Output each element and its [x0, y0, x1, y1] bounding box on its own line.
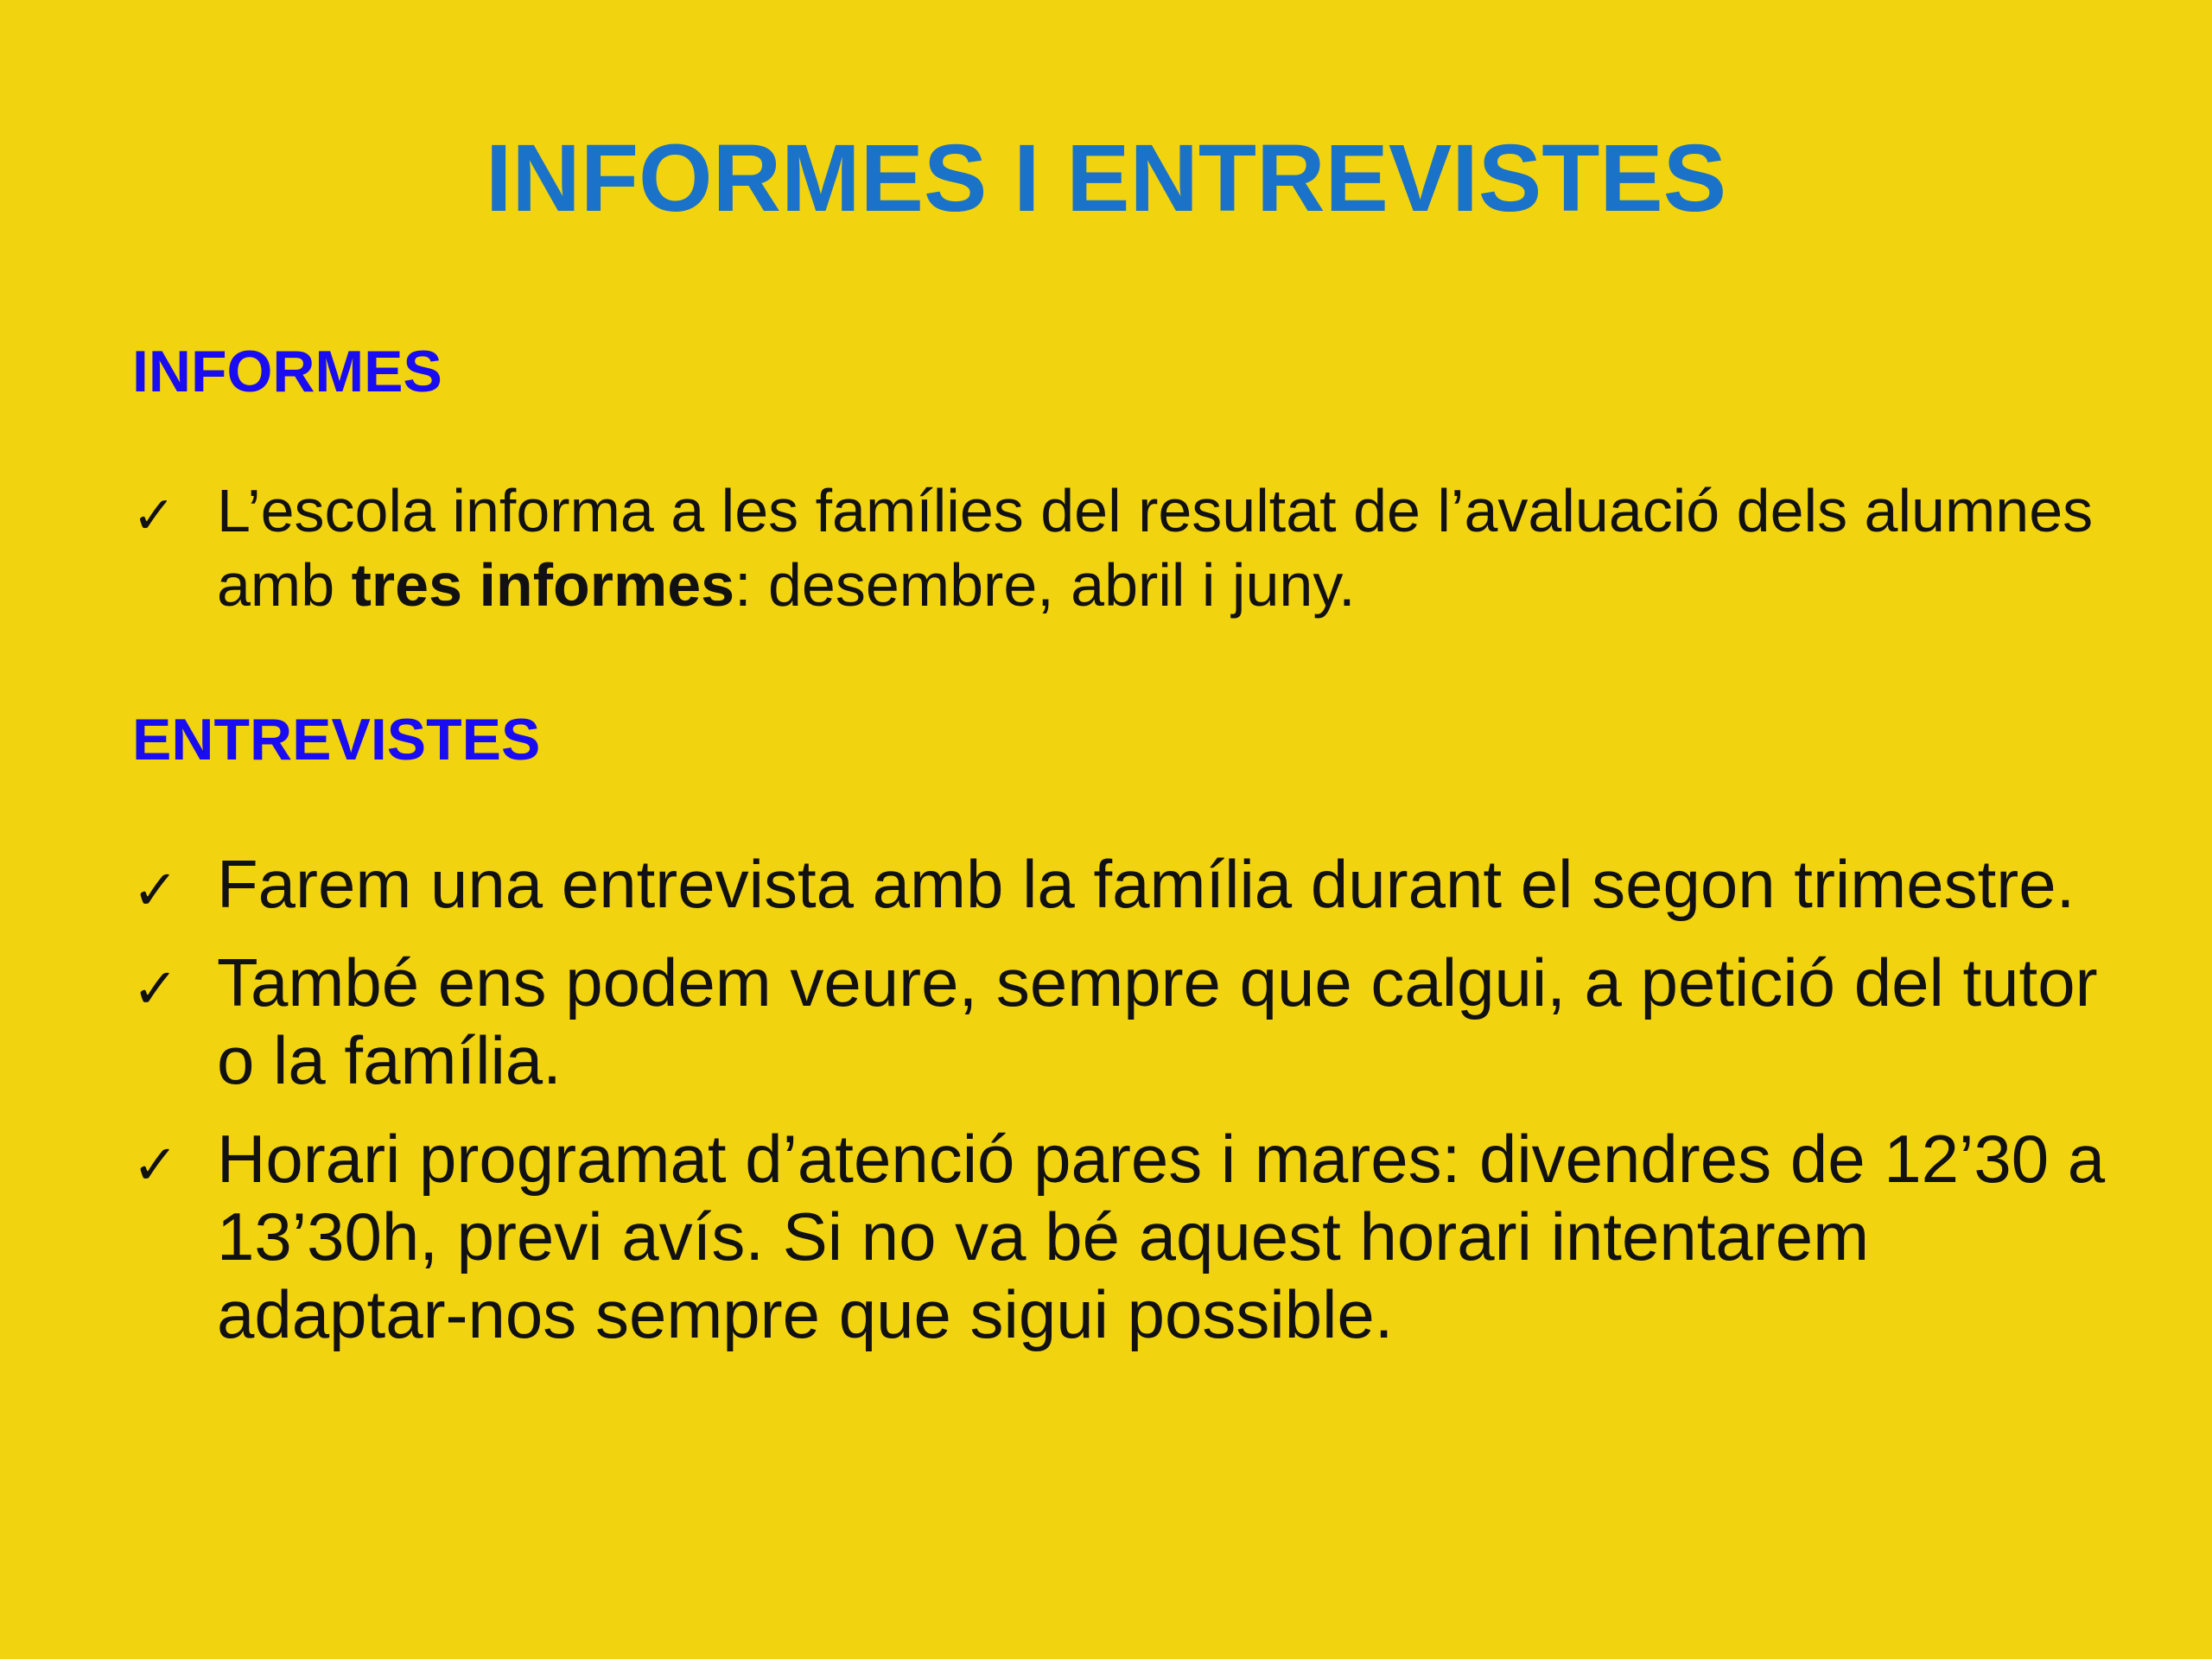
emphasis-text: tres informes: [351, 551, 735, 619]
check-icon: ✓: [132, 1134, 179, 1198]
check-icon: ✓: [132, 859, 179, 923]
list-item: [132, 1120, 2120, 1353]
entrevistes-list: [132, 845, 2120, 1374]
section-heading-informes: INFORMES: [132, 339, 442, 404]
list-item: [132, 845, 2120, 923]
section-heading-entrevistes: ENTREVISTES: [132, 707, 541, 772]
list-item-text: L’escola informa a les famílies del resultat de l’avaluació dels alumnes amb tres informes: desembre, abril i juny.: [217, 477, 2094, 619]
check-icon: ✓: [132, 957, 179, 1021]
list-item-text: També ens podem veure, sempre que calgui, a petició del tutor o la família.: [217, 944, 2098, 1098]
list-item-text: Farem una entrevista amb la família durant el segon trimestre.: [217, 846, 2075, 922]
list-item-text: Horari programat d’atenció pares i mares: divendres de 12’30 a 13’30h, previ avís. Si no va bé aquest horari intentarem adaptar-nos sempre que sigui possible.: [217, 1121, 2106, 1352]
list-item: [132, 944, 2120, 1099]
check-icon: ✓: [132, 486, 176, 546]
list-item: [132, 474, 2120, 622]
slide-title: INFORMES I ENTREVISTES: [485, 125, 1727, 232]
informes-list: [132, 474, 2120, 622]
